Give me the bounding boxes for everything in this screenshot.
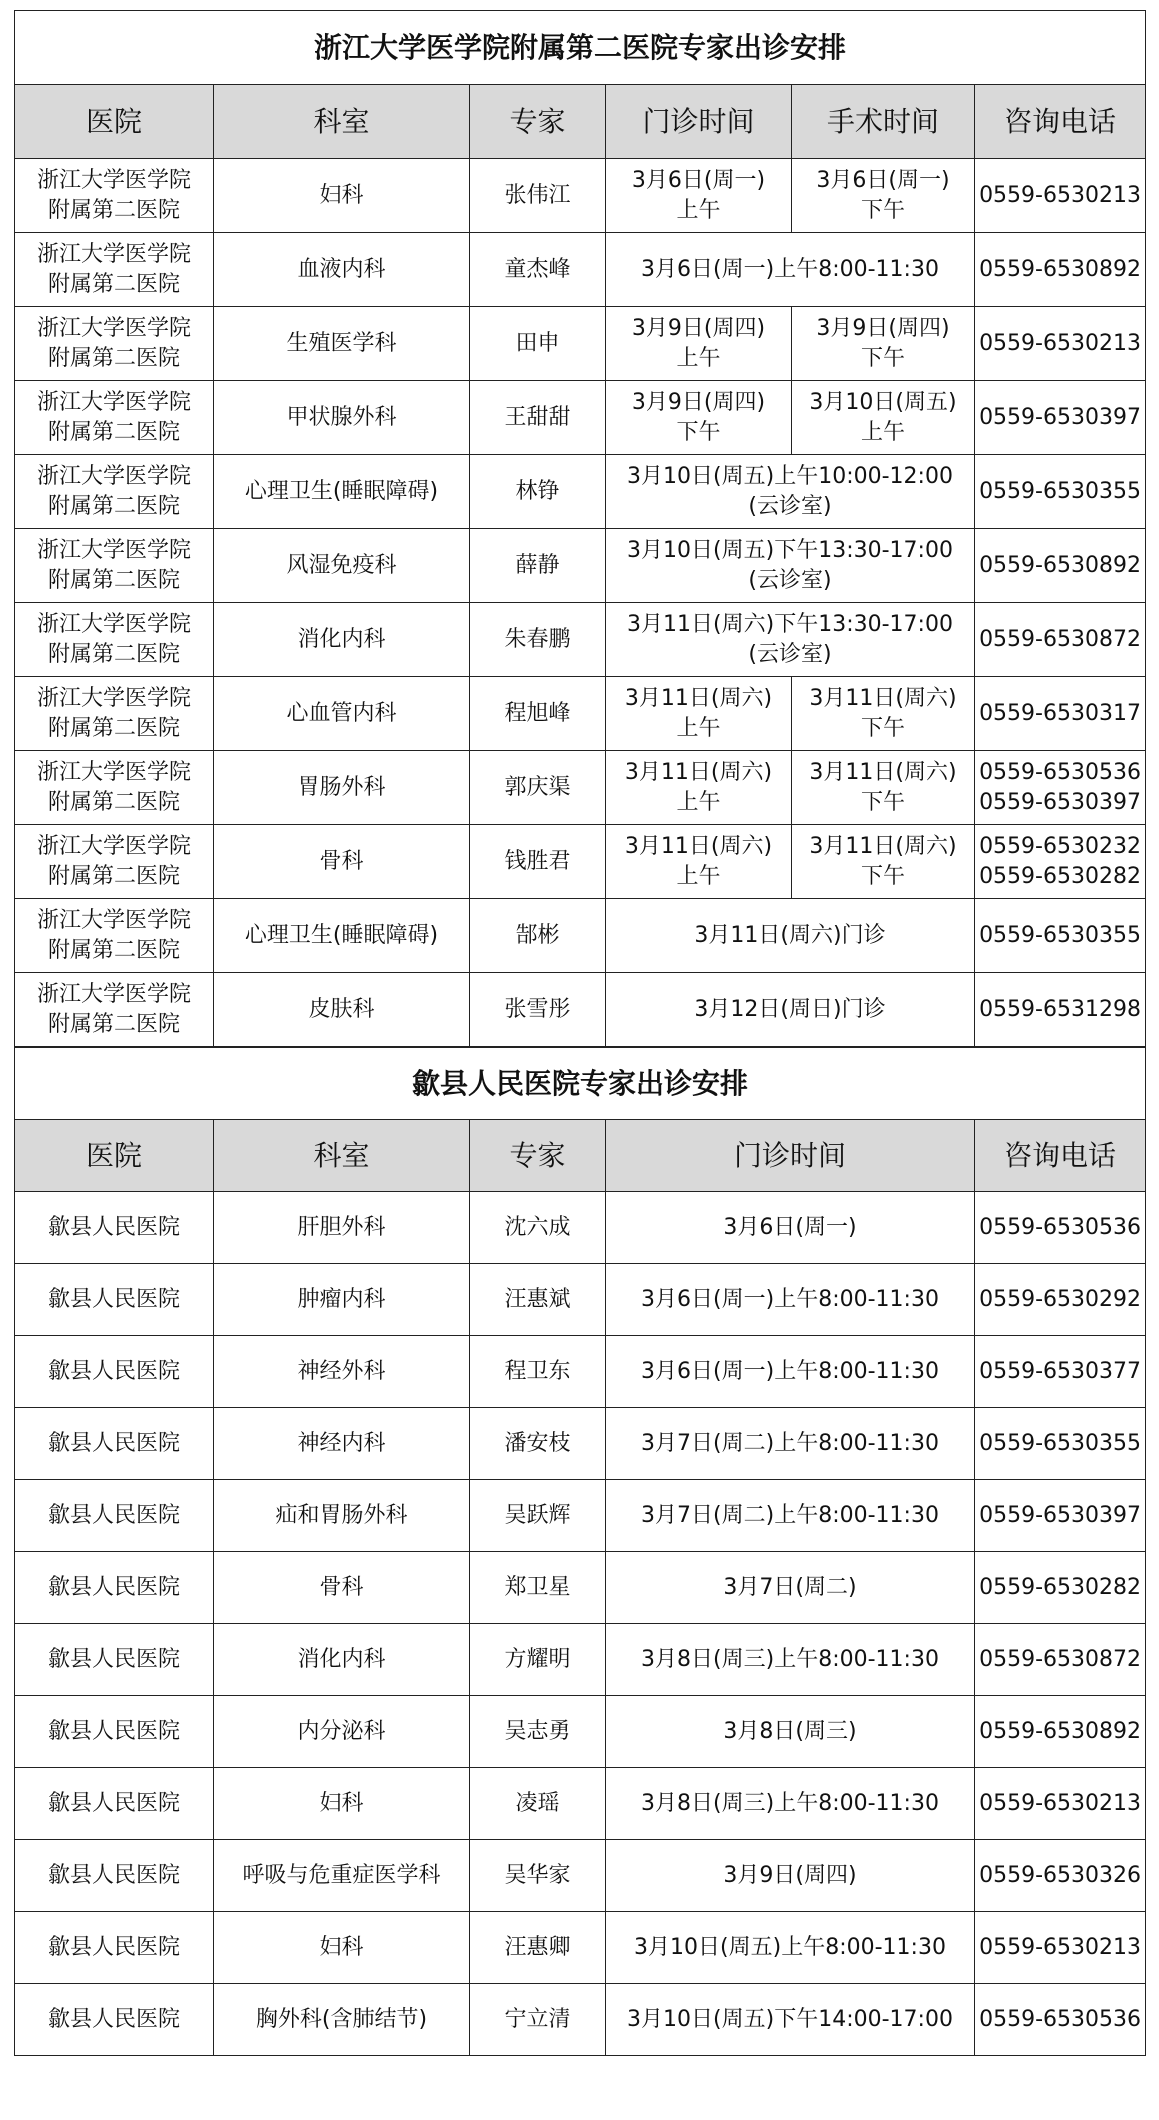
clinic-time-cell: 3月11日(周六)门诊 <box>606 899 975 973</box>
dept-cell: 肝胆外科 <box>214 1192 470 1264</box>
col-header-expert: 专家 <box>470 85 606 159</box>
hospital-cell: 浙江大学医学院 附属第二医院 <box>15 455 214 529</box>
phone-cell: 0559-6530397 <box>975 1480 1146 1552</box>
hospital-cell: 浙江大学医学院 附属第二医院 <box>15 751 214 825</box>
phone-cell: 0559-6530355 <box>975 455 1146 529</box>
schedule-document <box>14 10 1145 2056</box>
hospital-cell: 浙江大学医学院 附属第二医院 <box>15 529 214 603</box>
dept-cell: 呼吸与危重症医学科 <box>214 1840 470 1912</box>
col-header-phone: 咨询电话 <box>975 85 1146 159</box>
clinic-time-cell: 3月11日(周六) 上午 <box>606 677 792 751</box>
dept-cell: 心理卫生(睡眠障碍) <box>214 455 470 529</box>
clinic-time-cell: 3月10日(周五)上午10:00-12:00 (云诊室) <box>606 455 975 529</box>
dept-cell: 神经外科 <box>214 1336 470 1408</box>
surgery-time-cell: 3月9日(周四) 下午 <box>792 307 975 381</box>
hospital-cell: 歙县人民医院 <box>15 1192 214 1264</box>
hospital-cell: 歙县人民医院 <box>15 1984 214 2056</box>
phone-cell: 0559-6530213 <box>975 1912 1146 1984</box>
col-header-clinic-time: 门诊时间 <box>606 85 792 159</box>
clinic-time-cell: 3月9日(周四) 上午 <box>606 307 792 381</box>
phone-cell: 0559-6530892 <box>975 233 1146 307</box>
clinic-time-cell: 3月11日(周六) 上午 <box>606 825 792 899</box>
phone-cell: 0559-6530355 <box>975 899 1146 973</box>
col-header-expert: 专家 <box>470 1120 606 1192</box>
dept-cell: 消化内科 <box>214 1624 470 1696</box>
expert-cell: 吴志勇 <box>470 1696 606 1768</box>
phone-cell: 0559-6530872 <box>975 1624 1146 1696</box>
col-header-dept: 科室 <box>214 1120 470 1192</box>
hospital-cell: 浙江大学医学院 附属第二医院 <box>15 825 214 899</box>
expert-cell: 郜彬 <box>470 899 606 973</box>
phone-cell: 0559-6530397 <box>975 381 1146 455</box>
expert-cell: 郑卫星 <box>470 1552 606 1624</box>
hospital-cell: 歙县人民医院 <box>15 1336 214 1408</box>
phone-cell: 0559-6530536 <box>975 1984 1146 2056</box>
hospital-cell: 浙江大学医学院 附属第二医院 <box>15 159 214 233</box>
phone-cell: 0559-6530317 <box>975 677 1146 751</box>
dept-cell: 风湿免疫科 <box>214 529 470 603</box>
expert-cell: 林铮 <box>470 455 606 529</box>
surgery-time-cell: 3月11日(周六) 下午 <box>792 825 975 899</box>
dept-cell: 消化内科 <box>214 603 470 677</box>
expert-cell: 凌瑶 <box>470 1768 606 1840</box>
dept-cell: 胸外科(含肺结节) <box>214 1984 470 2056</box>
hospital-cell: 歙县人民医院 <box>15 1624 214 1696</box>
table-row <box>15 1768 1146 1840</box>
table-row <box>15 1552 1146 1624</box>
dept-cell: 妇科 <box>214 1768 470 1840</box>
col-header-dept: 科室 <box>214 85 470 159</box>
phone-cell: 0559-6530355 <box>975 1408 1146 1480</box>
table-row <box>15 825 1146 899</box>
hospital-cell: 浙江大学医学院 附属第二医院 <box>15 899 214 973</box>
table-row <box>15 307 1146 381</box>
dept-cell: 生殖医学科 <box>214 307 470 381</box>
hospital-cell: 浙江大学医学院 附属第二医院 <box>15 233 214 307</box>
shexian-table-title: 歙县人民医院专家出诊安排 <box>15 1048 1146 1120</box>
expert-cell: 方耀明 <box>470 1624 606 1696</box>
table-row <box>15 529 1146 603</box>
table-row <box>15 1840 1146 1912</box>
phone-cell: 0559-6530872 <box>975 603 1146 677</box>
table-row <box>15 751 1146 825</box>
clinic-time-cell: 3月9日(周四) <box>606 1840 975 1912</box>
dept-cell: 胃肠外科 <box>214 751 470 825</box>
dept-cell: 疝和胃肠外科 <box>214 1480 470 1552</box>
clinic-time-cell: 3月10日(周五)下午14:00-17:00 <box>606 1984 975 2056</box>
dept-cell: 心理卫生(睡眠障碍) <box>214 899 470 973</box>
phone-cell: 0559-6530213 <box>975 159 1146 233</box>
clinic-time-cell: 3月8日(周三)上午8:00-11:30 <box>606 1624 975 1696</box>
dept-cell: 骨科 <box>214 1552 470 1624</box>
hospital-cell: 浙江大学医学院 附属第二医院 <box>15 381 214 455</box>
dept-cell: 心血管内科 <box>214 677 470 751</box>
hospital-cell: 歙县人民医院 <box>15 1480 214 1552</box>
surgery-time-cell: 3月6日(周一) 下午 <box>792 159 975 233</box>
clinic-time-cell: 3月7日(周二) <box>606 1552 975 1624</box>
expert-cell: 汪惠卿 <box>470 1912 606 1984</box>
clinic-time-cell: 3月6日(周一)上午8:00-11:30 <box>606 1336 975 1408</box>
expert-cell: 张伟江 <box>470 159 606 233</box>
surgery-time-cell: 3月10日(周五) 上午 <box>792 381 975 455</box>
expert-cell: 张雪彤 <box>470 973 606 1047</box>
expert-cell: 吴跃辉 <box>470 1480 606 1552</box>
expert-cell: 程旭峰 <box>470 677 606 751</box>
hospital-cell: 歙县人民医院 <box>15 1264 214 1336</box>
table-row <box>15 1264 1146 1336</box>
col-header-hospital: 医院 <box>15 1120 214 1192</box>
shexian-schedule-table <box>14 1047 1146 2056</box>
dept-cell: 内分泌科 <box>214 1696 470 1768</box>
clinic-time-cell: 3月7日(周二)上午8:00-11:30 <box>606 1480 975 1552</box>
clinic-time-cell: 3月6日(周一)上午8:00-11:30 <box>606 233 975 307</box>
zhejiang-table-title: 浙江大学医学院附属第二医院专家出诊安排 <box>15 11 1146 85</box>
expert-cell: 吴华家 <box>470 1840 606 1912</box>
phone-cell: 0559-6530282 <box>975 1552 1146 1624</box>
table-row <box>15 1408 1146 1480</box>
hospital-cell: 歙县人民医院 <box>15 1552 214 1624</box>
surgery-time-cell: 3月11日(周六) 下午 <box>792 677 975 751</box>
clinic-time-cell: 3月10日(周五)下午13:30-17:00 (云诊室) <box>606 529 975 603</box>
phone-cell: 0559-6530536 0559-6530397 <box>975 751 1146 825</box>
table-row <box>15 899 1146 973</box>
dept-cell: 甲状腺外科 <box>214 381 470 455</box>
table-row <box>15 159 1146 233</box>
phone-cell: 0559-6530326 <box>975 1840 1146 1912</box>
table-row <box>15 455 1146 529</box>
clinic-time-cell: 3月6日(周一) <box>606 1192 975 1264</box>
hospital-cell: 歙县人民医院 <box>15 1840 214 1912</box>
dept-cell: 妇科 <box>214 159 470 233</box>
clinic-time-cell: 3月9日(周四) 下午 <box>606 381 792 455</box>
expert-cell: 薛静 <box>470 529 606 603</box>
hospital-cell: 歙县人民医院 <box>15 1912 214 1984</box>
table-row <box>15 1696 1146 1768</box>
expert-cell: 沈六成 <box>470 1192 606 1264</box>
expert-cell: 王甜甜 <box>470 381 606 455</box>
expert-cell: 钱胜君 <box>470 825 606 899</box>
phone-cell: 0559-6531298 <box>975 973 1146 1047</box>
expert-cell: 汪惠斌 <box>470 1264 606 1336</box>
expert-cell: 田申 <box>470 307 606 381</box>
expert-cell: 程卫东 <box>470 1336 606 1408</box>
col-header-hospital: 医院 <box>15 85 214 159</box>
clinic-time-cell: 3月11日(周六)下午13:30-17:00 (云诊室) <box>606 603 975 677</box>
zhejiang-schedule-table <box>14 10 1146 1047</box>
table-row <box>15 1192 1146 1264</box>
table-row <box>15 603 1146 677</box>
phone-cell: 0559-6530892 <box>975 1696 1146 1768</box>
dept-cell: 肿瘤内科 <box>214 1264 470 1336</box>
table-row <box>15 677 1146 751</box>
clinic-time-cell: 3月11日(周六) 上午 <box>606 751 792 825</box>
phone-cell: 0559-6530232 0559-6530282 <box>975 825 1146 899</box>
dept-cell: 妇科 <box>214 1912 470 1984</box>
clinic-time-cell: 3月6日(周一)上午8:00-11:30 <box>606 1264 975 1336</box>
hospital-cell: 歙县人民医院 <box>15 1408 214 1480</box>
expert-cell: 潘安枝 <box>470 1408 606 1480</box>
phone-cell: 0559-6530213 <box>975 1768 1146 1840</box>
phone-cell: 0559-6530213 <box>975 307 1146 381</box>
col-header-clinic-time: 门诊时间 <box>606 1120 975 1192</box>
table-row <box>15 381 1146 455</box>
col-header-surgery-time: 手术时间 <box>792 85 975 159</box>
hospital-cell: 浙江大学医学院 附属第二医院 <box>15 307 214 381</box>
surgery-time-cell: 3月11日(周六) 下午 <box>792 751 975 825</box>
table-row <box>15 233 1146 307</box>
expert-cell: 朱春鹏 <box>470 603 606 677</box>
clinic-time-cell: 3月7日(周二)上午8:00-11:30 <box>606 1408 975 1480</box>
dept-cell: 皮肤科 <box>214 973 470 1047</box>
phone-cell: 0559-6530892 <box>975 529 1146 603</box>
table-row <box>15 1624 1146 1696</box>
clinic-time-cell: 3月8日(周三) <box>606 1696 975 1768</box>
hospital-cell: 歙县人民医院 <box>15 1768 214 1840</box>
expert-cell: 童杰峰 <box>470 233 606 307</box>
dept-cell: 神经内科 <box>214 1408 470 1480</box>
clinic-time-cell: 3月12日(周日)门诊 <box>606 973 975 1047</box>
clinic-time-cell: 3月10日(周五)上午8:00-11:30 <box>606 1912 975 1984</box>
table-row <box>15 973 1146 1047</box>
expert-cell: 宁立清 <box>470 1984 606 2056</box>
clinic-time-cell: 3月8日(周三)上午8:00-11:30 <box>606 1768 975 1840</box>
table-row <box>15 1912 1146 1984</box>
clinic-time-cell: 3月6日(周一) 上午 <box>606 159 792 233</box>
hospital-cell: 浙江大学医学院 附属第二医院 <box>15 677 214 751</box>
phone-cell: 0559-6530536 <box>975 1192 1146 1264</box>
dept-cell: 骨科 <box>214 825 470 899</box>
hospital-cell: 歙县人民医院 <box>15 1696 214 1768</box>
phone-cell: 0559-6530377 <box>975 1336 1146 1408</box>
hospital-cell: 浙江大学医学院 附属第二医院 <box>15 973 214 1047</box>
table-row <box>15 1984 1146 2056</box>
table-row <box>15 1336 1146 1408</box>
phone-cell: 0559-6530292 <box>975 1264 1146 1336</box>
table-row <box>15 1480 1146 1552</box>
hospital-cell: 浙江大学医学院 附属第二医院 <box>15 603 214 677</box>
col-header-phone: 咨询电话 <box>975 1120 1146 1192</box>
dept-cell: 血液内科 <box>214 233 470 307</box>
expert-cell: 郭庆渠 <box>470 751 606 825</box>
